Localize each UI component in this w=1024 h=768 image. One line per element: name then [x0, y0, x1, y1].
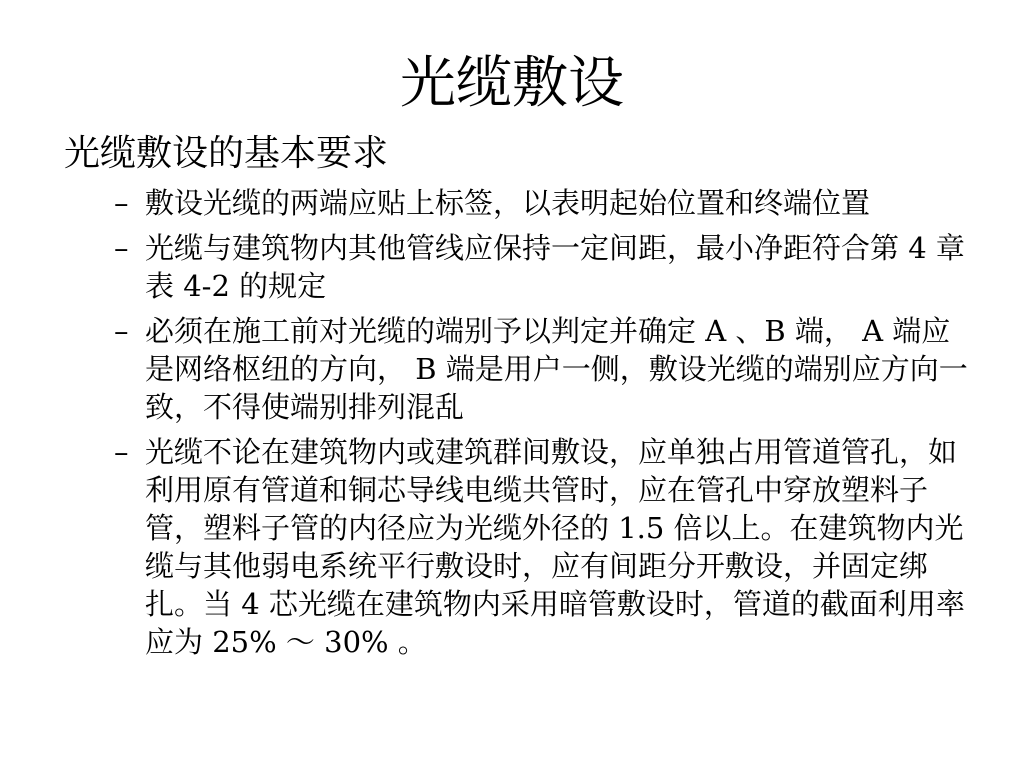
- bullet-item: [112, 229, 972, 305]
- bullet-text: 光缆不论在建筑物内或建筑群间敷设，应单独占用管道管孔，如利用原有管道和铜芯导线电缆共管时，应在管孔中穿放塑料子管，塑料子管的内径应为光缆外径的 1.5 倍以上。在建筑物内光缆与其他弱电系统平行敷设时，应有间距分开敷设，并固定绑扎。当 4 芯光缆在建筑物内采用暗管敷设时，管道的截面利用率应为 25% ～ 30% 。: [145, 435, 965, 659]
- section-heading: 光缆敷设的基本要求: [64, 133, 389, 174]
- bullet-item: [112, 184, 972, 222]
- bullet-list: [112, 184, 972, 668]
- bullet-item: [112, 312, 972, 426]
- bullet-text: 光缆与建筑物内其他管线应保持一定间距，最小净距符合第 4 章表 4-2 的规定: [145, 231, 965, 303]
- bullet-dash: –: [114, 186, 129, 220]
- bullet-item: [112, 433, 972, 661]
- slide-title: 光缆敷设: [400, 51, 624, 116]
- bullet-dash: –: [114, 314, 129, 348]
- bullet-text: 必须在施工前对光缆的端别予以判定并确定 A 、B 端， A 端应是网络枢纽的方向， B 端是用户一侧，敷设光缆的端别应方向一致，不得使端别排列混乱: [145, 314, 968, 424]
- bullet-dash: –: [114, 435, 129, 469]
- bullet-text: 敷设光缆的两端应贴上标签，以表明起始位置和终端位置: [145, 186, 871, 220]
- bullet-dash: –: [114, 231, 129, 265]
